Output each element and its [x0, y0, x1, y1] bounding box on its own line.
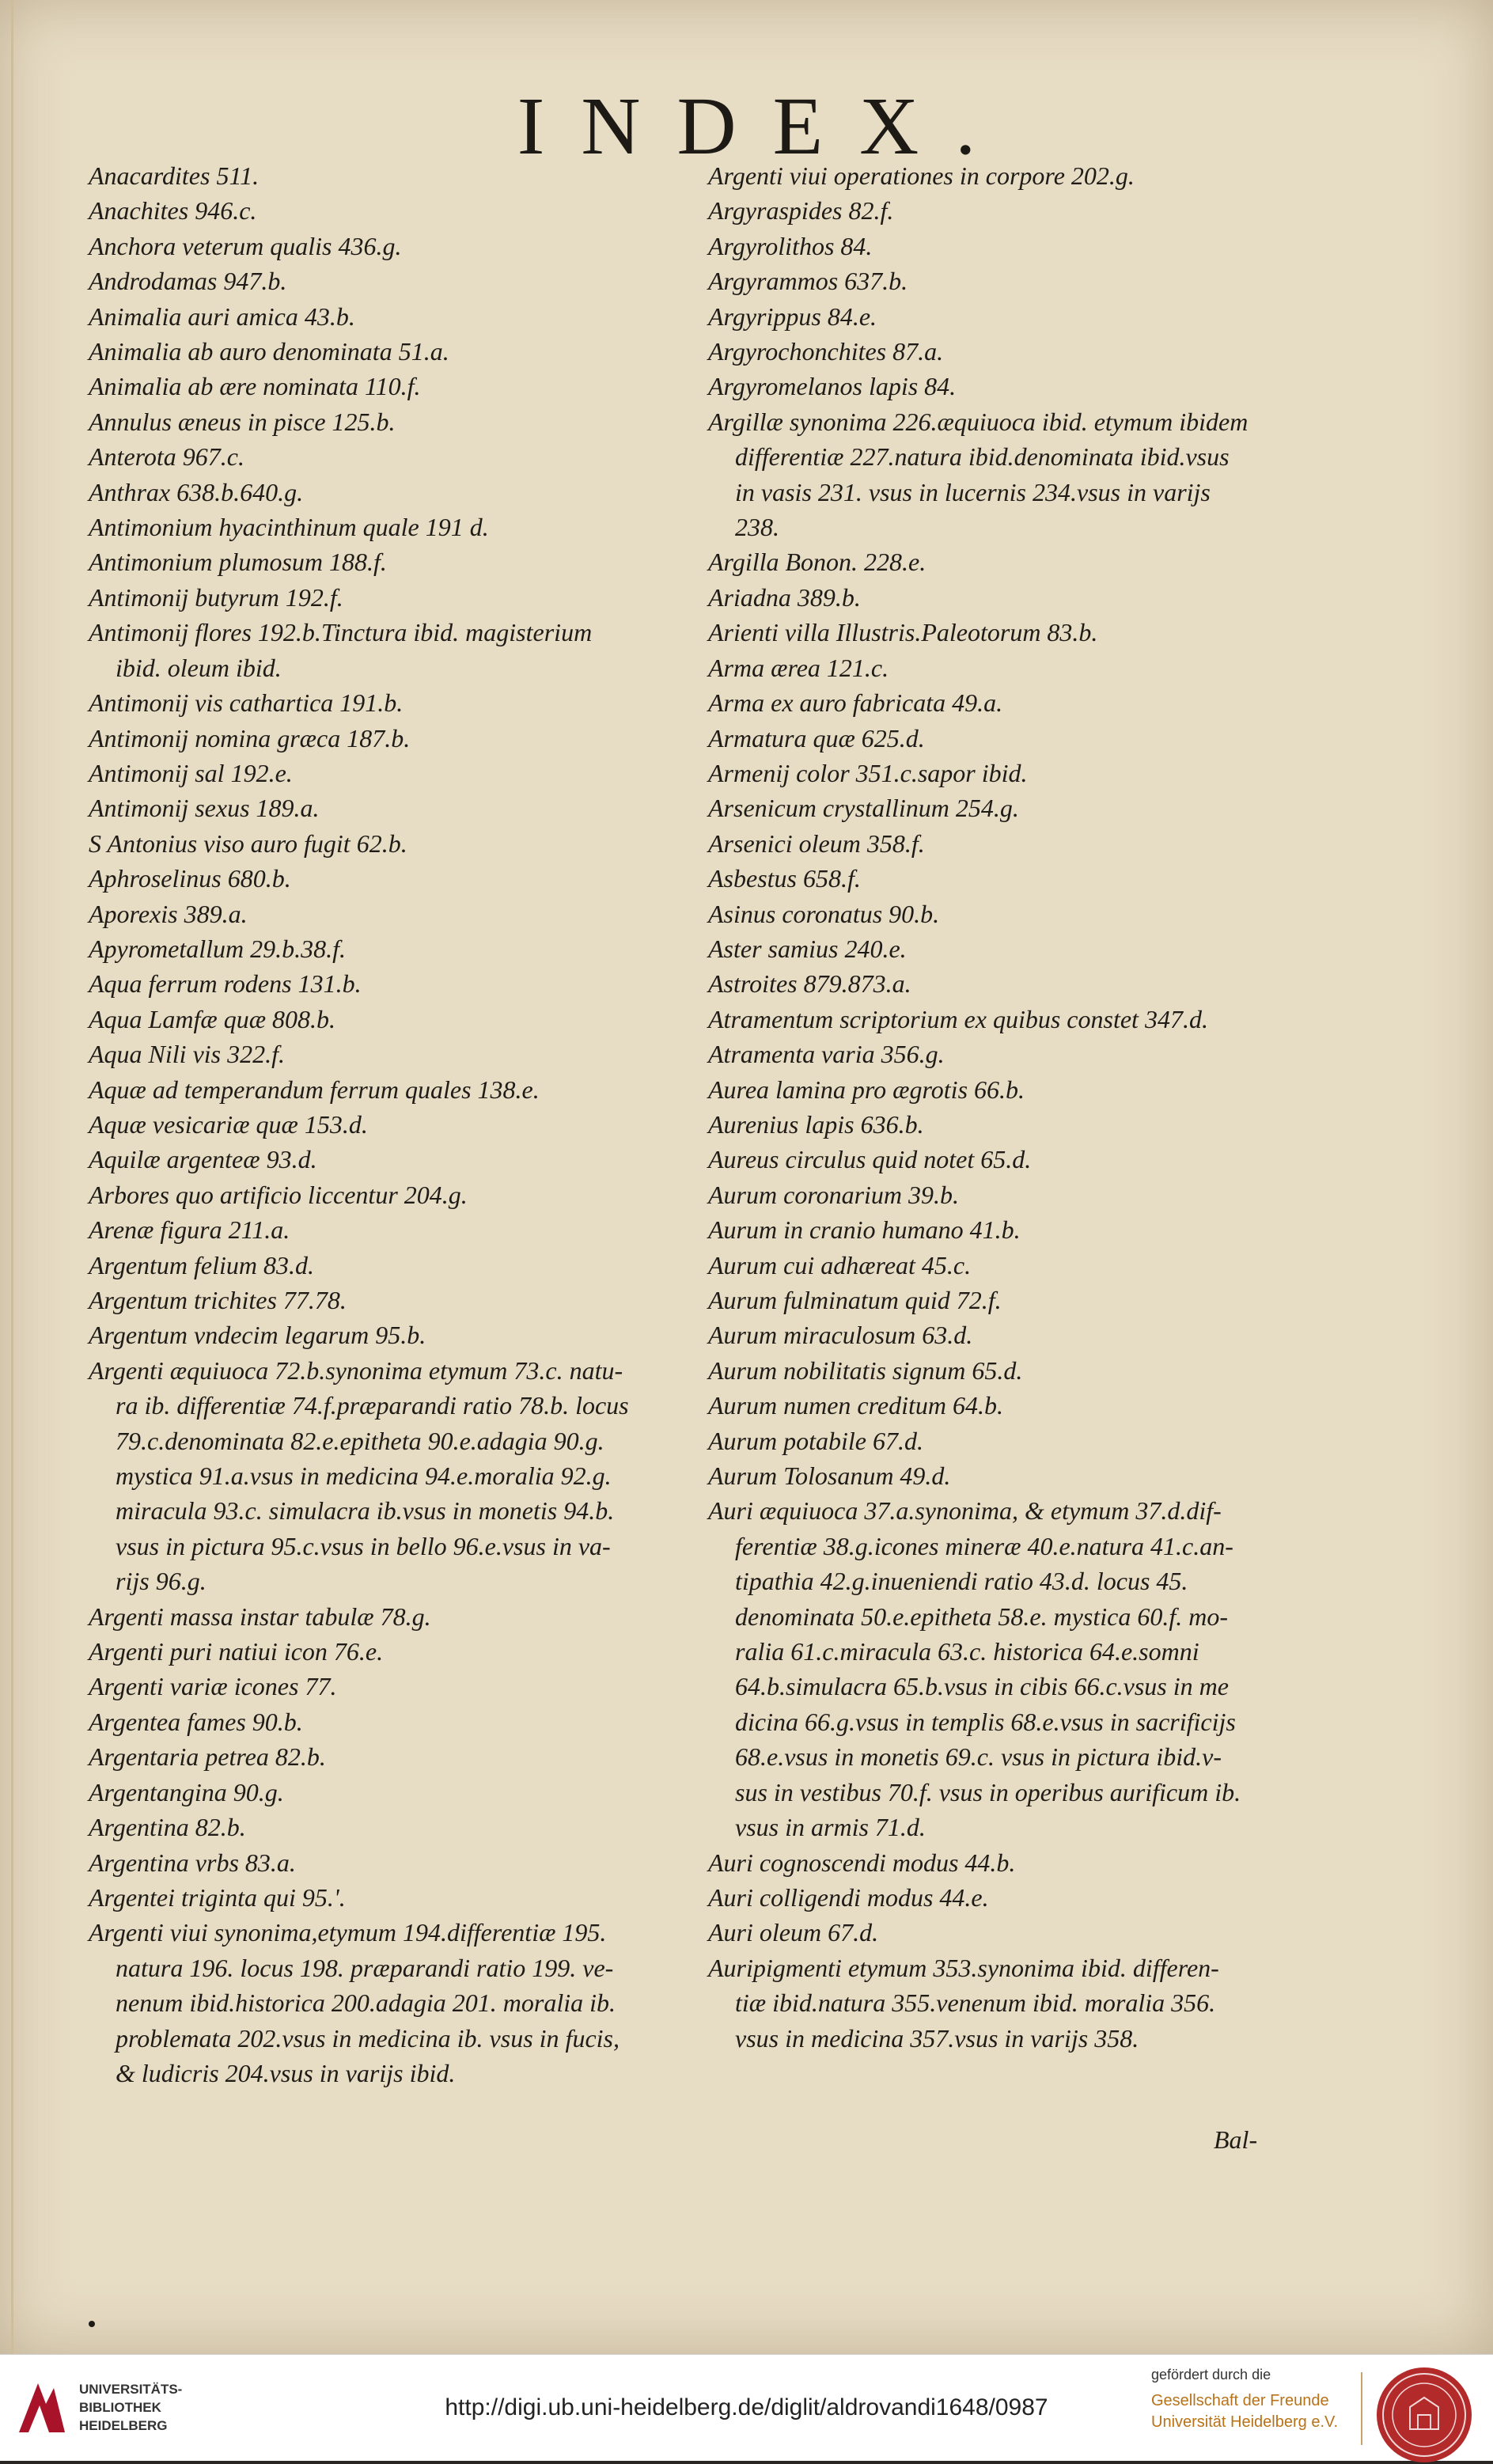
- index-entry: [89, 334, 690, 369]
- index-entry: [708, 861, 1325, 896]
- index-entry-text: Aphroselinus 680.b.: [89, 864, 291, 893]
- index-entry: [708, 580, 1325, 615]
- index-entry: [708, 1458, 1325, 1493]
- index-entry-text: Antimonij sal 192.e.: [89, 758, 293, 787]
- index-entry: [89, 404, 690, 439]
- index-entry-continuation: ralia 61.c.miracula 63.c. historica 64.e.somni: [735, 1637, 1199, 1666]
- index-entry-text: Antimonium plumosum 188.f.: [89, 548, 387, 577]
- index-entry-text: Atramenta varia 356.g.: [708, 1040, 945, 1069]
- index-entry-text: Aurum nobilitatis signum 65.d.: [708, 1355, 1023, 1385]
- index-entry: [89, 1037, 690, 1071]
- index-entry: [89, 1002, 690, 1037]
- index-entry-continuation: natura 196. locus 198. præparandi ratio 199. ve-: [116, 1953, 614, 1982]
- index-entry-continuation: 79.c.denominata 82.e.epitheta 90.e.adagia 90.g.: [116, 1426, 604, 1455]
- index-entry-text: Arbores quo artificio liccentur 204.g.: [89, 1180, 468, 1209]
- index-entry: [89, 1775, 690, 1810]
- index-entry-text: Aurum miraculosum 63.d.: [708, 1321, 973, 1350]
- index-entry: [89, 1353, 690, 1599]
- sponsor-block[interactable]: [1151, 2364, 1338, 2433]
- index-entry-text: Aquæ ad temperandum ferrum quales 138.e.: [89, 1075, 540, 1104]
- index-entry-text: Argenti puri natiui icon 76.e.: [89, 1637, 384, 1666]
- index-entry: [89, 1072, 690, 1107]
- index-entry: [708, 1353, 1325, 1388]
- index-entry-text: Aurenius lapis 636.b.: [708, 1109, 924, 1139]
- index-entry: [708, 1950, 1325, 2056]
- sponsor-label: gefördert durch die: [1151, 2367, 1271, 2382]
- index-entry: [708, 229, 1325, 263]
- index-entry-text: Auri oleum 67.d.: [708, 1918, 879, 1947]
- index-entry-text: Asbestus 658.f.: [708, 864, 861, 893]
- index-entry-text: Arma ærea 121.c.: [708, 653, 889, 682]
- index-entry: [89, 193, 690, 228]
- index-entry-text: Auripigmenti etymum 353.synonima ibid. differen-: [708, 1953, 1219, 1982]
- index-entry-text: Argenti viui synonima,etymum 194.differentiæ 195.: [89, 1918, 607, 1947]
- index-entry: [89, 1177, 690, 1212]
- index-entry-text: Animalia ab auro denominata 51.a.: [89, 337, 449, 366]
- index-entry: [89, 1915, 690, 2091]
- index-entry: [708, 1072, 1325, 1107]
- index-entry: [89, 826, 690, 861]
- index-entry-text: Antimonij butyrum 192.f.: [89, 582, 343, 612]
- index-entry-text: Argyrippus 84.e.: [708, 301, 877, 331]
- index-entry: [89, 1142, 690, 1177]
- sponsor-name-line: Gesellschaft der Freunde: [1151, 2392, 1329, 2409]
- index-entry: [89, 1212, 690, 1247]
- index-entry: [708, 931, 1325, 966]
- index-entry: [89, 615, 690, 685]
- index-entry: [89, 1248, 690, 1283]
- index-entry-text: Aureus circulus quid notet 65.d.: [708, 1145, 1032, 1174]
- index-entry-text: Arma ex auro fabricata 49.a.: [708, 688, 1003, 718]
- index-entry-text: Argyrammos 637.b.: [708, 267, 908, 296]
- index-entry-text: Ariadna 389.b.: [708, 582, 861, 612]
- index-entry: [89, 369, 690, 404]
- index-entry: [89, 1107, 690, 1142]
- index-entry-text: Antimonij sexus 189.a.: [89, 794, 320, 823]
- index-entry-text: Aurum fulminatum quid 72.f.: [708, 1286, 1002, 1314]
- index-entry-text: Antimonij nomina græca 187.b.: [89, 723, 411, 752]
- index-entry-continuation: ferentiæ 38.g.icones mineræ 40.e.natura 41.c.an-: [735, 1531, 1233, 1560]
- index-entry-text: Auri æquiuoca 37.a.synonima, & etymum 37.d.dif-: [708, 1496, 1222, 1526]
- index-entry: [89, 861, 690, 896]
- library-name-line: HEIDELBERG: [79, 2418, 168, 2433]
- index-entry-text: Arsenici oleum 358.f.: [708, 828, 925, 858]
- index-entry: [89, 897, 690, 931]
- index-entry: [708, 826, 1325, 861]
- index-entry: [89, 1880, 690, 1915]
- index-entry: [89, 229, 690, 263]
- index-entry-text: Argilla Bonon. 228.e.: [708, 548, 926, 577]
- index-entry-text: Animalia auri amica 43.b.: [89, 301, 355, 331]
- index-entry: [708, 1177, 1325, 1212]
- index-entry: [708, 756, 1325, 790]
- index-entry-text: Asinus coronatus 90.b.: [708, 899, 940, 928]
- library-name-line: UNIVERSITÄTS-: [79, 2382, 183, 2397]
- index-entry: [89, 756, 690, 790]
- index-entry: [708, 1248, 1325, 1283]
- index-entry-continuation: 238.: [735, 513, 779, 542]
- index-entry-text: Aurum coronarium 39.b.: [708, 1180, 960, 1209]
- index-entry-text: S Antonius viso auro fugit 62.b.: [89, 828, 407, 858]
- index-entry: [708, 404, 1325, 545]
- index-entry: [708, 685, 1325, 720]
- index-entry-text: Arsenicum crystallinum 254.g.: [708, 794, 1019, 823]
- index-entry-text: Apyrometallum 29.b.38.f.: [89, 934, 346, 963]
- index-entry-text: Auri cognoscendi modus 44.b.: [708, 1848, 1016, 1877]
- index-column-right: [708, 158, 1325, 2056]
- index-entry-text: Argentina vrbs 83.a.: [89, 1848, 296, 1877]
- index-entry-continuation: ra ib. differentiæ 74.f.præparandi ratio 78.b. locus: [116, 1391, 629, 1420]
- index-entry-text: Argentum trichites 77.78.: [89, 1286, 347, 1314]
- index-entry-continuation: denominata 50.e.epitheta 58.e. mystica 60.f. mo-: [735, 1602, 1228, 1631]
- index-entry-text: Aurea lamina pro ægrotis 66.b.: [708, 1075, 1025, 1104]
- index-entry-text: Anterota 967.c.: [89, 442, 244, 472]
- index-entry: [708, 790, 1325, 825]
- index-entry-text: Arenæ figura 211.a.: [89, 1215, 290, 1245]
- index-entry-text: Argenti variæ icones 77.: [89, 1672, 337, 1701]
- index-entry-text: Antimonij flores 192.b.Tinctura ibid. magisterium: [89, 618, 593, 647]
- index-entry-continuation: mystica 91.a.vsus in medicina 94.e.moralia 92.g.: [116, 1461, 612, 1491]
- index-entry: [708, 1493, 1325, 1844]
- index-entry-text: Astroites 879.873.a.: [708, 969, 911, 999]
- index-entry-text: Aurum potabile 67.d.: [708, 1426, 923, 1455]
- index-entry-continuation: miracula 93.c. simulacra ib.vsus in monetis 94.b.: [116, 1496, 615, 1526]
- index-entry: [708, 1388, 1325, 1423]
- index-entry: [708, 299, 1325, 334]
- index-entry-continuation: rijs 96.g.: [116, 1567, 207, 1596]
- index-entry-text: Anachites 946.c.: [89, 196, 257, 226]
- index-entry-continuation: differentiæ 227.natura ibid.denominata ibid.vsus: [735, 442, 1230, 472]
- index-entry-text: Anacardites 511.: [89, 161, 260, 190]
- index-entry: [89, 1845, 690, 1880]
- index-entry-continuation: 68.e.vsus in monetis 69.c. vsus in pictura ibid.v-: [735, 1742, 1222, 1772]
- index-entry: [708, 1283, 1325, 1317]
- index-entry-text: Argillæ synonima 226.æquiuoca ibid. etymum ibidem: [708, 407, 1249, 436]
- index-entry: [89, 1599, 690, 1634]
- index-entry-text: Aporexis 389.a.: [89, 899, 248, 928]
- index-entry-text: Armenij color 351.c.sapor ibid.: [708, 758, 1028, 787]
- index-entry-text: Aurum numen creditum 64.b.: [708, 1391, 1003, 1420]
- index-entry: [708, 1880, 1325, 1915]
- index-entry-text: Anthrax 638.b.640.g.: [89, 477, 304, 506]
- index-entry: [89, 544, 690, 579]
- index-entry: [708, 1317, 1325, 1352]
- index-entry-continuation: ibid. oleum ibid.: [116, 653, 282, 682]
- index-entry: [708, 650, 1325, 685]
- index-entry: [89, 685, 690, 720]
- index-entry: [89, 439, 690, 474]
- index-entry-text: Argentina 82.b.: [89, 1813, 246, 1842]
- index-entry-continuation: tipathia 42.g.inueniendi ratio 43.d. locus 45.: [735, 1567, 1188, 1596]
- index-entry: [708, 1107, 1325, 1142]
- index-entry: [89, 299, 690, 334]
- index-entry: [89, 931, 690, 966]
- index-entry: [89, 158, 690, 193]
- index-entry-text: Aurum cui adhæreat 45.c.: [708, 1250, 972, 1279]
- index-entry-text: Argyrolithos 84.: [708, 231, 873, 260]
- index-entry-text: Argentei triginta qui 95.'.: [89, 1882, 346, 1912]
- index-entry: [89, 1810, 690, 1844]
- index-entry: [89, 1669, 690, 1704]
- sponsor-name-line: Universität Heidelberg e.V.: [1151, 2413, 1339, 2431]
- index-entry: [89, 1634, 690, 1669]
- index-entry: [89, 1739, 690, 1774]
- index-entry-continuation: nenum ibid.historica 200.adagia 201. moralia ib.: [116, 1988, 616, 2018]
- index-entry: [89, 1283, 690, 1317]
- index-entry: [708, 263, 1325, 298]
- index-entry-text: Argyromelanos lapis 84.: [708, 372, 957, 401]
- index-entry-text: Argentaria petrea 82.b.: [89, 1742, 326, 1772]
- index-entry: [89, 1317, 690, 1352]
- index-entry-text: Aquæ vesicariæ quæ 153.d.: [89, 1109, 368, 1139]
- index-entry-text: Antimonium hyacinthinum quale 191 d.: [89, 513, 489, 542]
- index-entry: [89, 580, 690, 615]
- sponsor-divider: [1361, 2372, 1362, 2445]
- index-entry-text: Aqua Lamfæ quæ 808.b.: [89, 1004, 336, 1033]
- page-gutter: [11, 0, 13, 2354]
- index-entry-text: Aqua Nili vis 322.f.: [89, 1040, 285, 1069]
- index-entry-text: Aquilæ argenteæ 93.d.: [89, 1145, 317, 1174]
- viewer-footer: [0, 2354, 1493, 2461]
- index-entry: [708, 369, 1325, 404]
- index-entry: [708, 721, 1325, 756]
- index-entry: [89, 263, 690, 298]
- index-entry: [708, 193, 1325, 228]
- index-entry-text: Aster samius 240.e.: [708, 934, 907, 963]
- index-entry-continuation: dicina 66.g.vsus in templis 68.e.vsus in sacrificijs: [735, 1707, 1236, 1736]
- index-entry: [708, 1915, 1325, 1950]
- index-entry-continuation: 64.b.simulacra 65.b.vsus in cibis 66.c.vsus in me: [735, 1672, 1229, 1701]
- index-entry-text: Argenti massa instar tabulæ 78.g.: [89, 1602, 431, 1631]
- index-entry-text: Animalia ab ære nominata 110.f.: [89, 372, 421, 401]
- index-entry: [708, 1845, 1325, 1880]
- library-name-line: BIBLIOTHEK: [79, 2400, 161, 2415]
- index-entry: [89, 721, 690, 756]
- index-entry-text: Argentea fames 90.b.: [89, 1707, 303, 1736]
- index-column-left: [89, 158, 690, 2091]
- index-entry-text: Argyraspides 82.f.: [708, 196, 894, 226]
- catchword: Bal-: [1214, 2125, 1258, 2154]
- index-entry-continuation: vsus in armis 71.d.: [735, 1813, 926, 1842]
- index-entry: [708, 1212, 1325, 1247]
- index-entry-continuation: tiæ ibid.natura 355.venenum ibid. moralia 356.: [735, 1988, 1216, 2018]
- index-entry: [708, 1037, 1325, 1071]
- index-entry: [708, 1002, 1325, 1037]
- index-entry-text: Argentum vndecim legarum 95.b.: [89, 1321, 426, 1350]
- index-entry: [89, 966, 690, 1001]
- index-entry: [708, 615, 1325, 650]
- university-seal-icon[interactable]: [1375, 2366, 1473, 2464]
- page-mark: [89, 2321, 95, 2327]
- index-entry: [708, 1423, 1325, 1458]
- index-entry: [89, 1704, 690, 1739]
- index-entry-text: Atramentum scriptorium ex quibus constet 347.d.: [708, 1004, 1208, 1033]
- index-entry: [89, 510, 690, 544]
- index-entry-text: Aqua ferrum rodens 131.b.: [89, 969, 362, 999]
- index-entry-continuation: in vasis 231. vsus in lucernis 234.vsus in varijs: [735, 477, 1211, 506]
- page-title: INDEX.: [517, 81, 1013, 172]
- index-entry: [708, 544, 1325, 579]
- index-entry: [89, 475, 690, 510]
- index-entry-text: Armatura quæ 625.d.: [708, 723, 925, 752]
- index-entry-continuation: vsus in pictura 95.c.vsus in bello 96.e.vsus in va-: [116, 1531, 611, 1560]
- index-entry: [708, 966, 1325, 1001]
- index-entry-text: Aurum Tolosanum 49.d.: [708, 1461, 951, 1491]
- index-entry-continuation: sus in vestibus 70.f. vsus in operibus aurificum ib.: [735, 1777, 1241, 1806]
- index-entry-text: Arienti villa Illustris.Paleotorum 83.b.: [708, 618, 1098, 647]
- index-entry-text: Argentum felium 83.d.: [89, 1250, 314, 1279]
- index-entry-text: Argentangina 90.g.: [89, 1777, 284, 1806]
- index-entry-text: Aurum in cranio humano 41.b.: [708, 1215, 1021, 1245]
- index-entry: [89, 790, 690, 825]
- index-entry: [708, 334, 1325, 369]
- index-entry-continuation: problemata 202.vsus in medicina ib. vsus in fucis,: [116, 2023, 620, 2053]
- index-entry-text: Antimonij vis cathartica 191.b.: [89, 688, 404, 718]
- index-entry-continuation: vsus in medicina 357.vsus in varijs 358.: [735, 2023, 1139, 2053]
- permalink-url[interactable]: http://digi.ub.uni-heidelberg.de/diglit/aldrovandi1648/0987: [445, 2394, 1048, 2420]
- index-entry-text: Argenti æquiuoca 72.b.synonima etymum 73.c. natu-: [89, 1355, 623, 1385]
- index-entry-text: Argyrochonchites 87.a.: [708, 337, 944, 366]
- index-entry: [708, 897, 1325, 931]
- index-entry-text: Auri colligendi modus 44.e.: [708, 1882, 989, 1912]
- index-entry-text: Argenti viui operationes in corpore 202.g.: [708, 161, 1135, 190]
- index-entry-text: Androdamas 947.b.: [89, 267, 287, 296]
- index-entry-continuation: & ludicris 204.vsus in varijs ibid.: [116, 2058, 456, 2087]
- index-entry-text: Anchora veterum qualis 436.g.: [89, 231, 402, 260]
- index-entry: [708, 1142, 1325, 1177]
- index-entry-text: Annulus æneus in pisce 125.b.: [89, 407, 396, 436]
- index-entry: [708, 158, 1325, 193]
